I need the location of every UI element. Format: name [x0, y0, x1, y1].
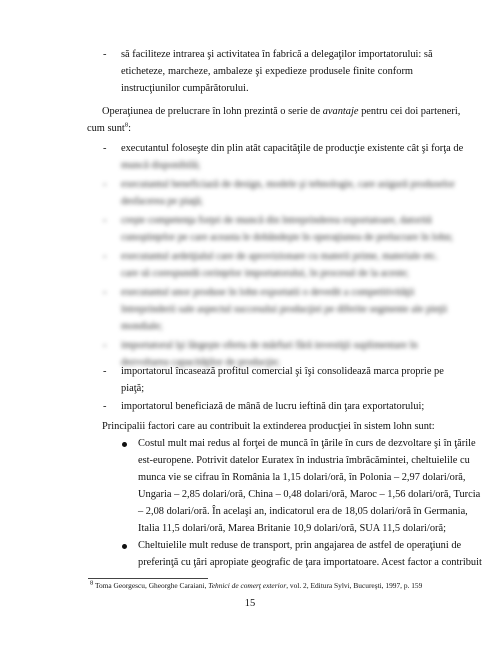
list-dash: -	[103, 401, 107, 412]
factor-1-line-6: Italia 11,5 dolari/oră, Marea Britanie 10,9 dolari/oră, SUA 11,5 dolari/oră;	[138, 523, 446, 534]
factor-1-line-1: Costul mult mai redus al forţei de muncă în ţările în curs de dezvoltare şi în ţările	[138, 438, 476, 449]
bullet-icon	[122, 544, 127, 549]
advantage-item-importer-profit: importatorul încasează profitul comercial şi îşi consolidează marca proprie pe	[121, 366, 444, 377]
footnote-authors: Toma Georgescu, Gheorghe Caraiani,	[93, 581, 209, 590]
blurred-line: cunoştinţelor pe care aceasta le dobândeşte în operaţiunea de prelucrare în lohn;	[121, 232, 454, 243]
advantage-item-importer-profit-cont: piaţă;	[121, 383, 145, 394]
factors-intro: Principalii factori care au contribuit la extinderea producţiei în sistem lohn sunt:	[102, 421, 435, 432]
intro-item-line-1: să faciliteze intrarea şi activitatea în fabrică a delegaţilor importatorului: să	[121, 49, 433, 60]
blurred-line: importatorul îşi lărgeşte oferta de mărfuri fără investiţii suplimentare în	[121, 340, 418, 351]
footnote-number: 8	[90, 579, 94, 587]
advantages-paragraph-line-1	[102, 105, 461, 118]
blurred-line: dezvoltarea capacităţilor de producţie;	[121, 357, 280, 368]
list-dash: -	[103, 366, 107, 377]
blurred-line: desfacerea pe piaţă;	[121, 196, 203, 207]
list-dash: -	[103, 179, 107, 190]
intro-item-line-3: instrucţiunilor cumpărătorului.	[121, 83, 249, 94]
list-dash: -	[103, 251, 107, 262]
blurred-line: creşte competenţa forţei de muncă din întreprinderea exportatoare, datorită	[121, 215, 432, 226]
blurred-line: întreprinderii sale aspectul succesului producţiei pe diferite segmente ale pieţii	[121, 304, 448, 315]
factor-2-line-2: preferinţă cu ţări apropiate geografic de ţara importatoare. Acest factor a contribuit	[138, 557, 482, 568]
advantage-item-cheap-labour: importatorul beneficiază de mână de lucru ieftină din ţara exportatorului;	[121, 401, 425, 412]
factor-1-line-2: est-europene. Potrivit datelor Euratex în industria îmbrăcămintei, cheltuielile cu	[138, 455, 470, 466]
blurred-line: executantul ardeiţialul care de aprovizionare cu materii prime, materiale etc.	[121, 251, 439, 262]
blurred-line: executantul unor produse în lohn exportatii o devedit a competitivităţii	[121, 287, 415, 298]
blurred-line: executantul beneficiază de design, modele şi tehnologie, care asigură produselor	[121, 179, 455, 190]
factor-1-line-4: Ungaria – 2,85 dolari/oră, China – 0,48 dolari/oră, Maroc – 1,56 dolari/oră, Turcia	[138, 489, 481, 500]
factor-2-line-1: Cheltuielile mult reduse de transport, prin angajarea de astfel de operaţiuni de	[138, 540, 462, 551]
advantages-paragraph-line-2	[87, 122, 131, 135]
list-dash: -	[103, 143, 107, 154]
factor-1-line-5: – 2,08 dolari/oră. În acelaşi an, indicatorul era de 18,05 dolari/oră în Germania,	[138, 506, 468, 517]
intro-item-line-2: eticheteze, marcheze, ambaleze şi expedieze produsele finite conform	[121, 66, 413, 77]
factor-1-line-3: munca vie se cifrau în România la 1,15 dolari/oră, în Polonia – 2,97 dolari/oră,	[138, 472, 466, 483]
page-number: 15	[244, 598, 256, 609]
footnote	[90, 581, 422, 590]
bullet-icon	[122, 442, 127, 447]
footnote-ref: 8	[124, 121, 129, 129]
advantages-text-b: pentru cei doi parteneri,	[358, 106, 461, 117]
advantages-text-a: Operaţiunea de prelucrare în lohn prezintă o serie de	[102, 106, 323, 117]
list-dash: -	[103, 340, 107, 351]
advantages-text-c: cum sunt	[87, 123, 125, 134]
advantage-item-1: executantul foloseşte din plin atât capacităţile de producţie existente cât şi forţa de	[121, 143, 464, 154]
list-dash: -	[103, 215, 107, 226]
blurred-line: care să corespundă cerinţelor importatorului, în procesul de la aceste;	[121, 268, 409, 279]
footnote-publication: , vol. 2, Editura Sylvi, Bucureşti, 1997, p. 159	[286, 581, 423, 590]
blurred-line: mondiale;	[121, 321, 163, 332]
list-dash: -	[103, 287, 107, 298]
footnote-separator	[88, 578, 208, 579]
list-dash: -	[103, 49, 107, 60]
blurred-line: muncă disponibilă;	[121, 160, 201, 171]
advantages-emphasis: avantaje	[322, 106, 359, 117]
footnote-title: Tehnici de comerţ exterior	[208, 581, 287, 590]
advantages-text-d: :	[128, 123, 131, 134]
